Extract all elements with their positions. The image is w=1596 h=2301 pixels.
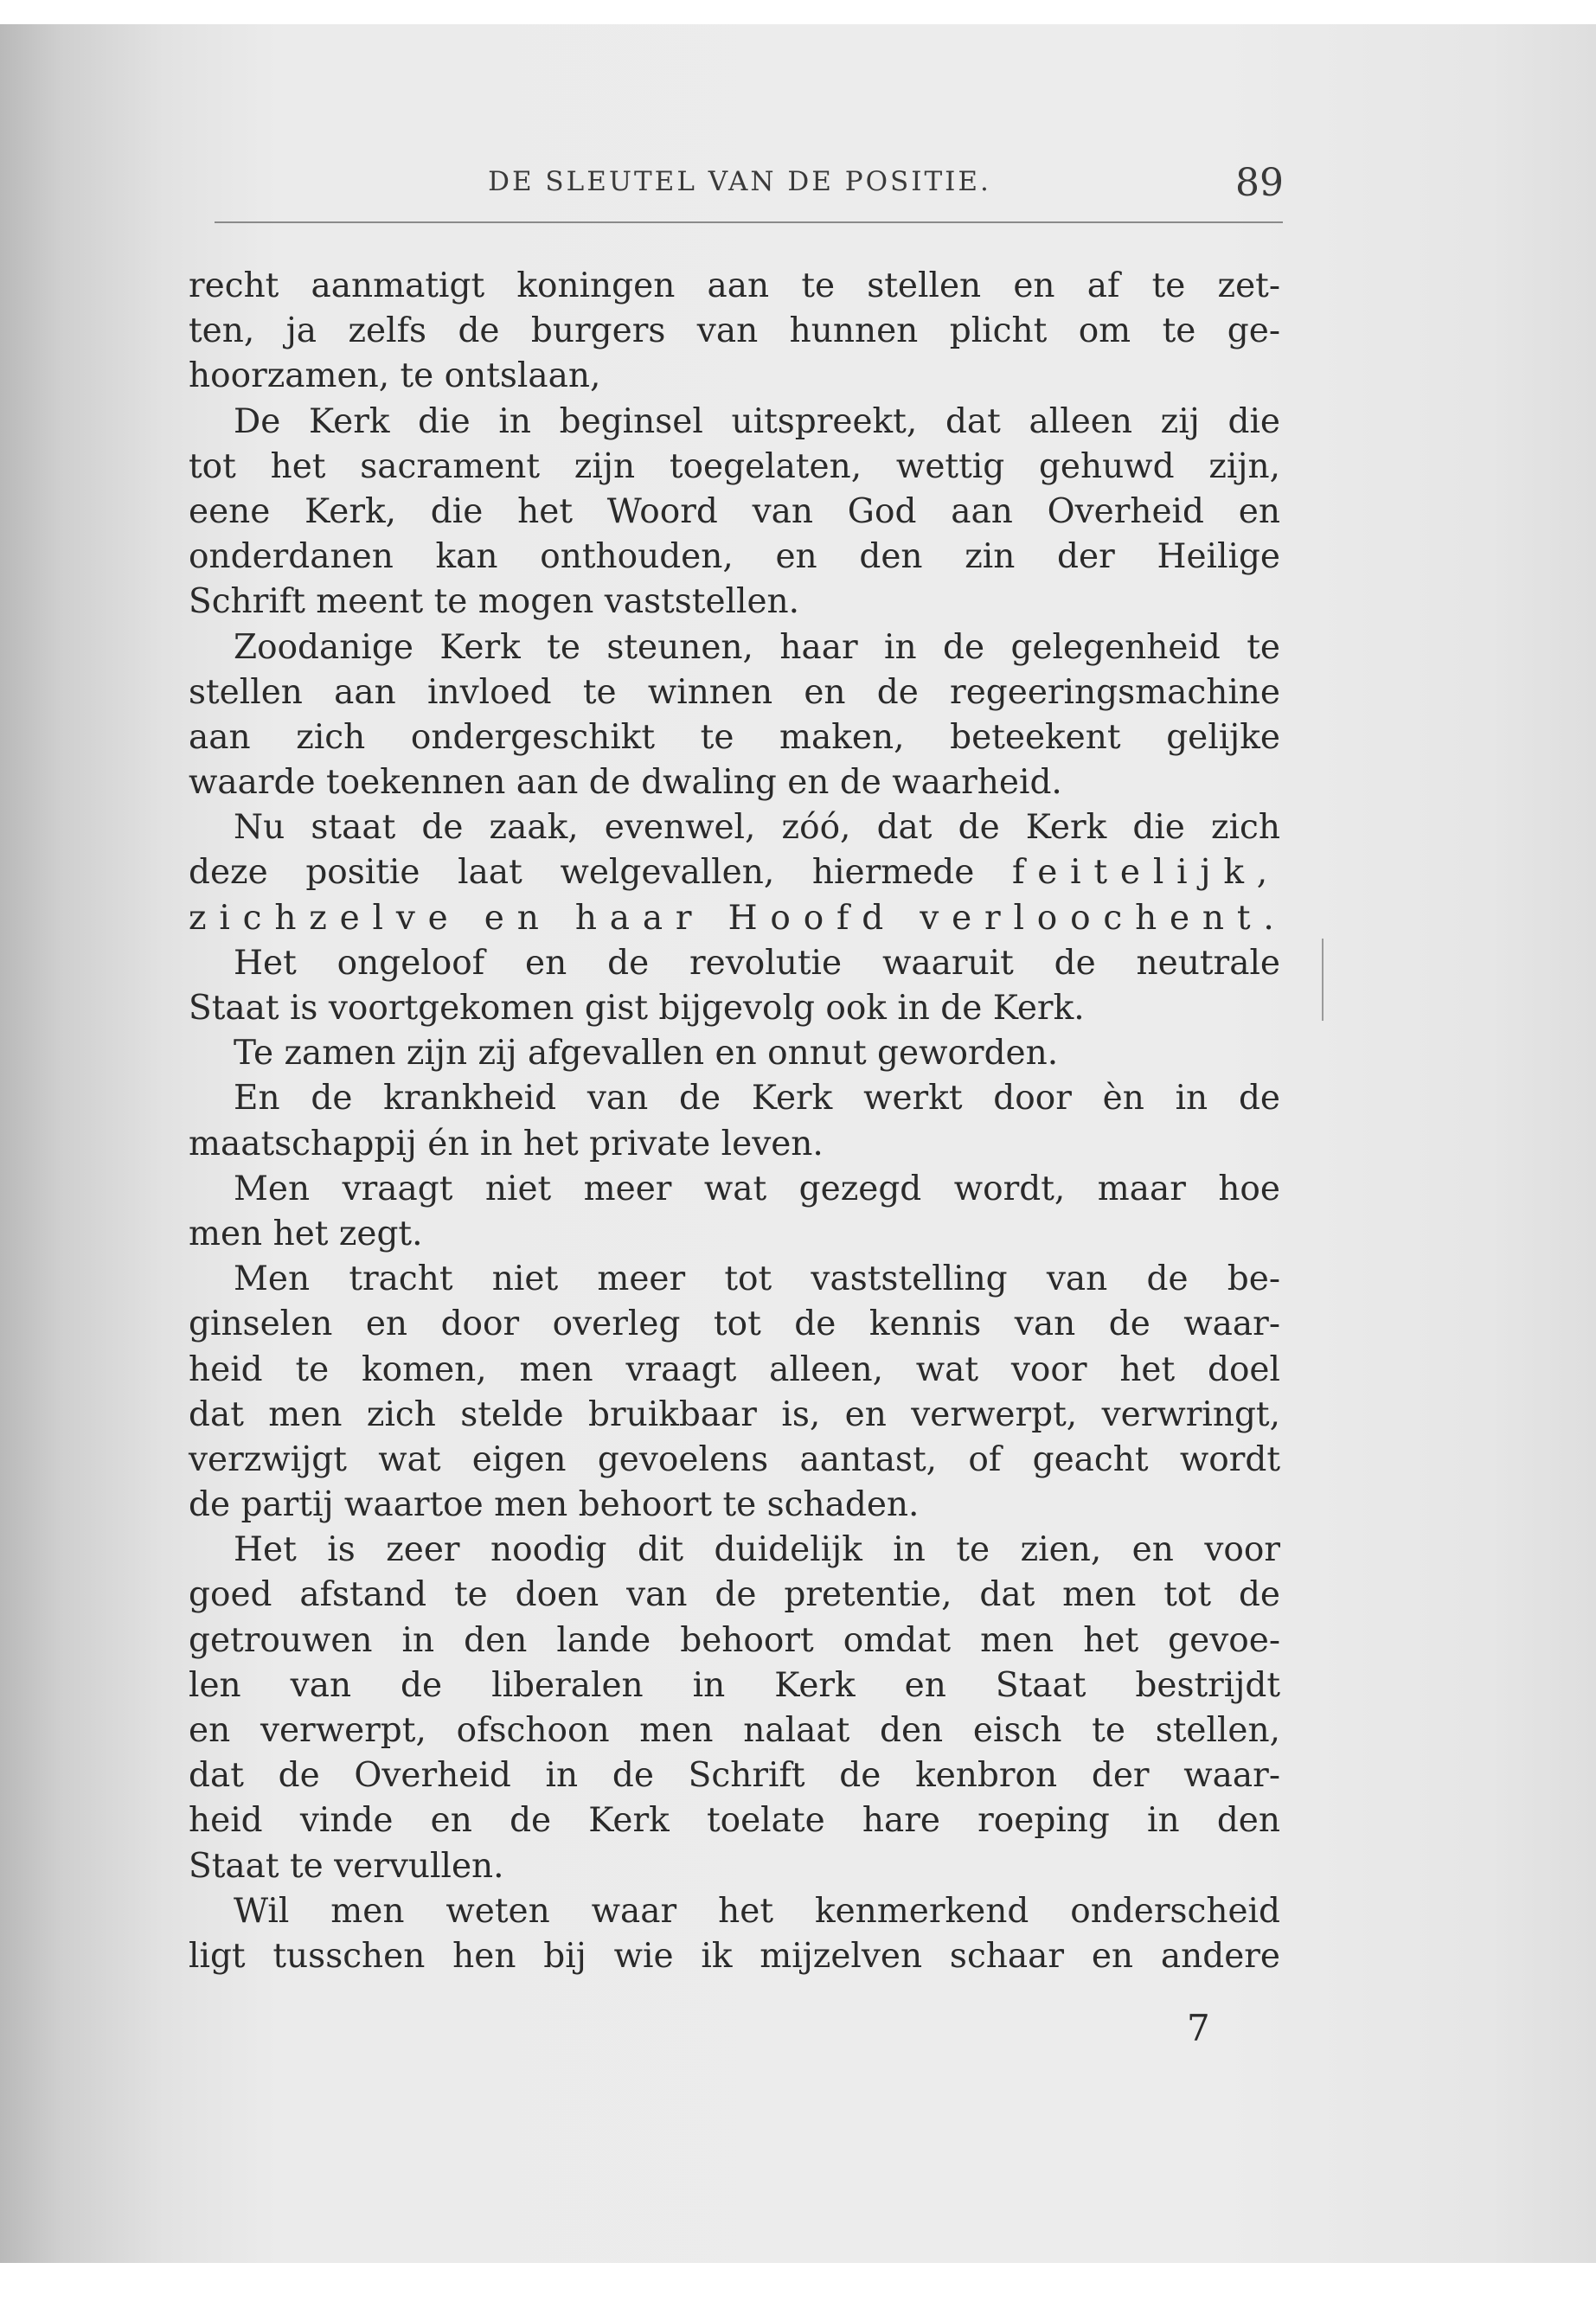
emphasized-text-line: zichzelve en haar Hoofd verloochent. [189, 898, 1287, 938]
text-line: Staat is voortgekomen gist bijgevolg ook in de Kerk. [189, 989, 1085, 1028]
text-line: Men vraagt niet meer wat gezegd wordt, maar hoe [234, 1169, 1280, 1208]
text-line: goed afstand te doen van de pretentie, dat men tot de [189, 1575, 1280, 1615]
text-line-mixed [189, 850, 1280, 895]
text-line: De Kerk die in beginsel uitspreekt, dat alleen zij die [234, 401, 1280, 441]
emphasized-text: feitelijk, [1011, 853, 1280, 893]
text-line: Zoodanige Kerk te steunen, haar in de gelegenheid te [234, 627, 1280, 667]
page-number: 89 [1235, 161, 1284, 205]
text-line: waarde toekennen aan de dwaling en de waarheid. [189, 763, 1062, 803]
text-line: en verwerpt, ofschoon men nalaat den eisch te stellen, [189, 1711, 1280, 1750]
text-run: deze positie laat welgevallen, hiermede [189, 853, 975, 893]
signature-mark: 7 [1187, 2007, 1210, 2049]
text-line: recht aanmatigt koningen aan te stellen en af te zet- [189, 266, 1280, 305]
text-line: de partij waartoe men behoort te schaden. [189, 1485, 920, 1525]
text-line: dat de Overheid in de Schrift de kenbron der waar- [189, 1756, 1280, 1796]
text-line: verzwijgt wat eigen gevoelens aantast, of geacht wordt [189, 1439, 1280, 1479]
page-header [190, 156, 1289, 216]
text-line: Het is zeer noodig dit duidelijk in te zien, en voor [234, 1530, 1280, 1570]
text-line: eene Kerk, die het Woord van God aan Overheid en [189, 491, 1280, 531]
text-line: heid vinde en de Kerk toelate hare roeping in den [189, 1801, 1280, 1841]
text-line: Het ongeloof en de revolutie waaruit de neutrale [234, 943, 1280, 983]
text-line: men het zegt. [189, 1214, 423, 1253]
text-line: Men tracht niet meer tot vaststelling van de be- [234, 1259, 1280, 1299]
text-line: dat men zich stelde bruikbaar is, en verwerpt, verwringt, [189, 1394, 1280, 1434]
text-line: ginselen en door overleg tot de kennis van de waar- [189, 1304, 1280, 1344]
text-line: len van de liberalen in Kerk en Staat bestrijdt [189, 1665, 1280, 1705]
text-line: Te zamen zijn zij afgevallen en onnut geworden. [234, 1034, 1059, 1074]
text-line: Schrift meent te mogen vaststellen. [189, 582, 800, 622]
text-line: aan zich ondergeschikt te maken, beteekent gelijke [189, 717, 1280, 757]
text-line: hoorzamen, te ontslaan, [189, 356, 601, 396]
text-line: Wil men weten waar het kenmerkend onderscheid [234, 1891, 1280, 1931]
text-line: stellen aan invloed te winnen en de regeeringsmachine [189, 672, 1280, 712]
text-line: heid te komen, men vraagt alleen, wat voor het doel [189, 1349, 1280, 1389]
running-head: DE SLEUTEL VAN DE POSITIE. [488, 166, 991, 197]
text-line: ten, ja zelfs de burgers van hunnen plicht om te ge- [189, 311, 1280, 351]
text-line: onderdanen kan onthouden, en den zin der Heilige [189, 537, 1280, 577]
body-text [189, 264, 1287, 1979]
scan-margin [0, 2263, 1596, 2301]
text-line: En de krankheid van de Kerk werkt door èn in de [234, 1079, 1280, 1118]
text-line: maatschappij én in het private leven. [189, 1124, 824, 1163]
text-line: ligt tusschen hen bij wie ik mijzelven schaar en andere [189, 1936, 1280, 1976]
margin-mark [1322, 939, 1324, 1021]
text-line: tot het sacrament zijn toegelaten, wettig gehuwd zijn, [189, 446, 1280, 486]
text-line: Staat te vervullen. [189, 1846, 504, 1886]
header-rule [215, 221, 1283, 223]
text-line: getrouwen in den lande behoort omdat men het gevoe- [189, 1620, 1280, 1660]
text-line: Nu staat de zaak, evenwel, zóó, dat de Kerk die zich [234, 808, 1280, 848]
